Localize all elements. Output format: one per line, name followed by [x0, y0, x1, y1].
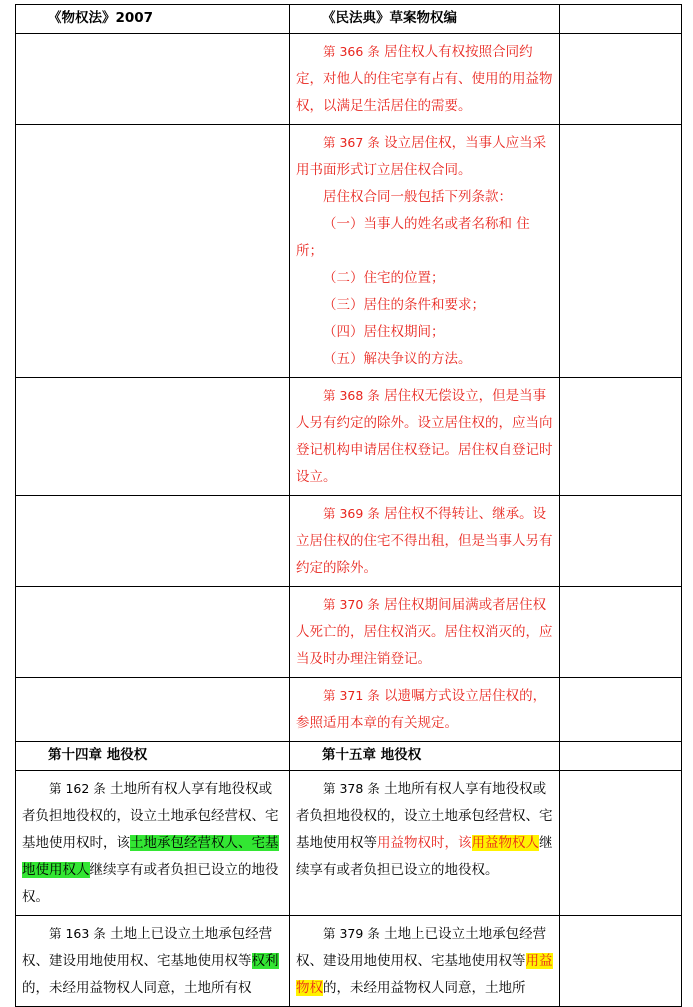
article-text: 设立居住权，当事人应当采用书面形式订立居住权合同。: [296, 135, 547, 178]
highlighted-text: 用益物权: [296, 953, 553, 996]
article-number: 第 370 条: [323, 597, 380, 612]
article-clause: （四）居住权期间；: [323, 324, 445, 340]
table-row: [16, 378, 682, 496]
old-law-cell: [16, 125, 290, 378]
header-col-old-law: 《物权法》2007: [16, 5, 290, 34]
highlighted-text: 权利: [251, 953, 279, 969]
header-col-civil-code: 《民法典》草案物权编: [290, 5, 560, 34]
old-law-cell: [16, 587, 290, 678]
article-text: 的，未经用益物权人同意，土地所有权: [22, 980, 252, 996]
article-text: 土地所有权人享有地役权或者负担地役权的，设立土地承包经营权、宅基地使用权等: [296, 781, 553, 851]
changed-text: 用益物权时，该: [377, 835, 472, 851]
article-368-cell: [290, 378, 560, 496]
highlighted-text: 用益物权人: [471, 835, 539, 851]
article-text: 土地所有权人享有地役权或者负担地役权的，设立土地承包经营权、宅基地使用权时，该: [22, 781, 279, 851]
article-number: 第 378 条: [323, 781, 380, 796]
chapter-title-new: 第十五章 地役权: [290, 742, 560, 771]
article-text: 居住权无偿设立，但是当事人另有约定的除外。设立居住权的，应当向登记机构申请居住权登记。居住权自登记时设立。: [296, 388, 553, 485]
article-clause: （二）住宅的位置；: [323, 270, 445, 286]
notes-cell: [560, 34, 682, 125]
article-text: 居住权期间届满或者居住权人死亡的，居住权消灭。居住权消灭的，应当及时办理注销登记。: [296, 597, 553, 667]
notes-cell: [560, 587, 682, 678]
article-366-cell: [290, 34, 560, 125]
notes-cell: [560, 771, 682, 916]
chapter-row: [16, 742, 682, 771]
article-number: 第 367 条: [323, 135, 380, 150]
article-clause: （三）居住的条件和要求；: [323, 297, 485, 313]
table-row: [16, 125, 682, 378]
table-row: [16, 771, 682, 916]
article-clause: 居住权合同一般包括下列条款：: [323, 189, 512, 205]
article-clause: （一）当事人的姓名或者名称和 住所；: [296, 216, 530, 259]
table-row: [16, 916, 682, 1007]
old-law-cell: [16, 378, 290, 496]
old-law-cell: [16, 678, 290, 742]
article-text: 居住权人有权按照合同约定，对他人的住宅享有占有、使用的用益物权，以满足生活居住的需要。: [296, 44, 553, 114]
notes-cell: [560, 916, 682, 1007]
notes-cell: [560, 125, 682, 378]
article-text: 土地上已设立土地承包经营权、建设用地使用权、宅基地使用权等: [296, 926, 547, 969]
article-number: 第 162 条: [49, 781, 106, 796]
article-text: 的，未经用益物权人同意，土地所: [323, 980, 526, 996]
article-371-cell: [290, 678, 560, 742]
old-law-cell: [16, 34, 290, 125]
article-number: 第 163 条: [49, 926, 106, 941]
comparison-table: [15, 4, 682, 1007]
header-col-notes: [560, 5, 682, 34]
notes-cell: [560, 678, 682, 742]
table-row: [16, 34, 682, 125]
article-367-cell: [290, 125, 560, 378]
table-row: [16, 678, 682, 742]
article-text: 土地上已设立土地承包经营权、建设用地使用权、宅基地使用权等: [22, 926, 273, 969]
article-number: 第 369 条: [323, 506, 380, 521]
notes-cell: [560, 496, 682, 587]
header-row: [16, 5, 682, 34]
article-163-cell: [16, 916, 290, 1007]
article-number: 第 366 条: [323, 44, 380, 59]
article-text: 以遗嘱方式设立居住权的，参照适用本章的有关规定。: [296, 688, 547, 731]
article-text: 继续享有或者负担已设立的地役权。: [296, 835, 553, 878]
article-379-cell: [290, 916, 560, 1007]
article-number: 第 368 条: [323, 388, 380, 403]
article-370-cell: [290, 587, 560, 678]
article-369-cell: [290, 496, 560, 587]
article-number: 第 371 条: [323, 688, 380, 703]
old-law-cell: [16, 496, 290, 587]
article-number: 第 379 条: [323, 926, 380, 941]
article-378-cell: [290, 771, 560, 916]
notes-cell: [560, 742, 682, 771]
notes-cell: [560, 378, 682, 496]
table-row: [16, 587, 682, 678]
article-text: 居住权不得转让、继承。设立居住权的住宅不得出租，但是当事人另有约定的除外。: [296, 506, 553, 576]
table-row: [16, 496, 682, 587]
chapter-title-old: 第十四章 地役权: [16, 742, 290, 771]
article-162-cell: [16, 771, 290, 916]
highlighted-text: 土地承包经营权人、宅基地使用权人: [22, 835, 279, 878]
article-text: 继续享有或者负担已设立的地役权。: [22, 862, 279, 905]
article-clause: （五）解决争议的方法。: [323, 351, 472, 367]
